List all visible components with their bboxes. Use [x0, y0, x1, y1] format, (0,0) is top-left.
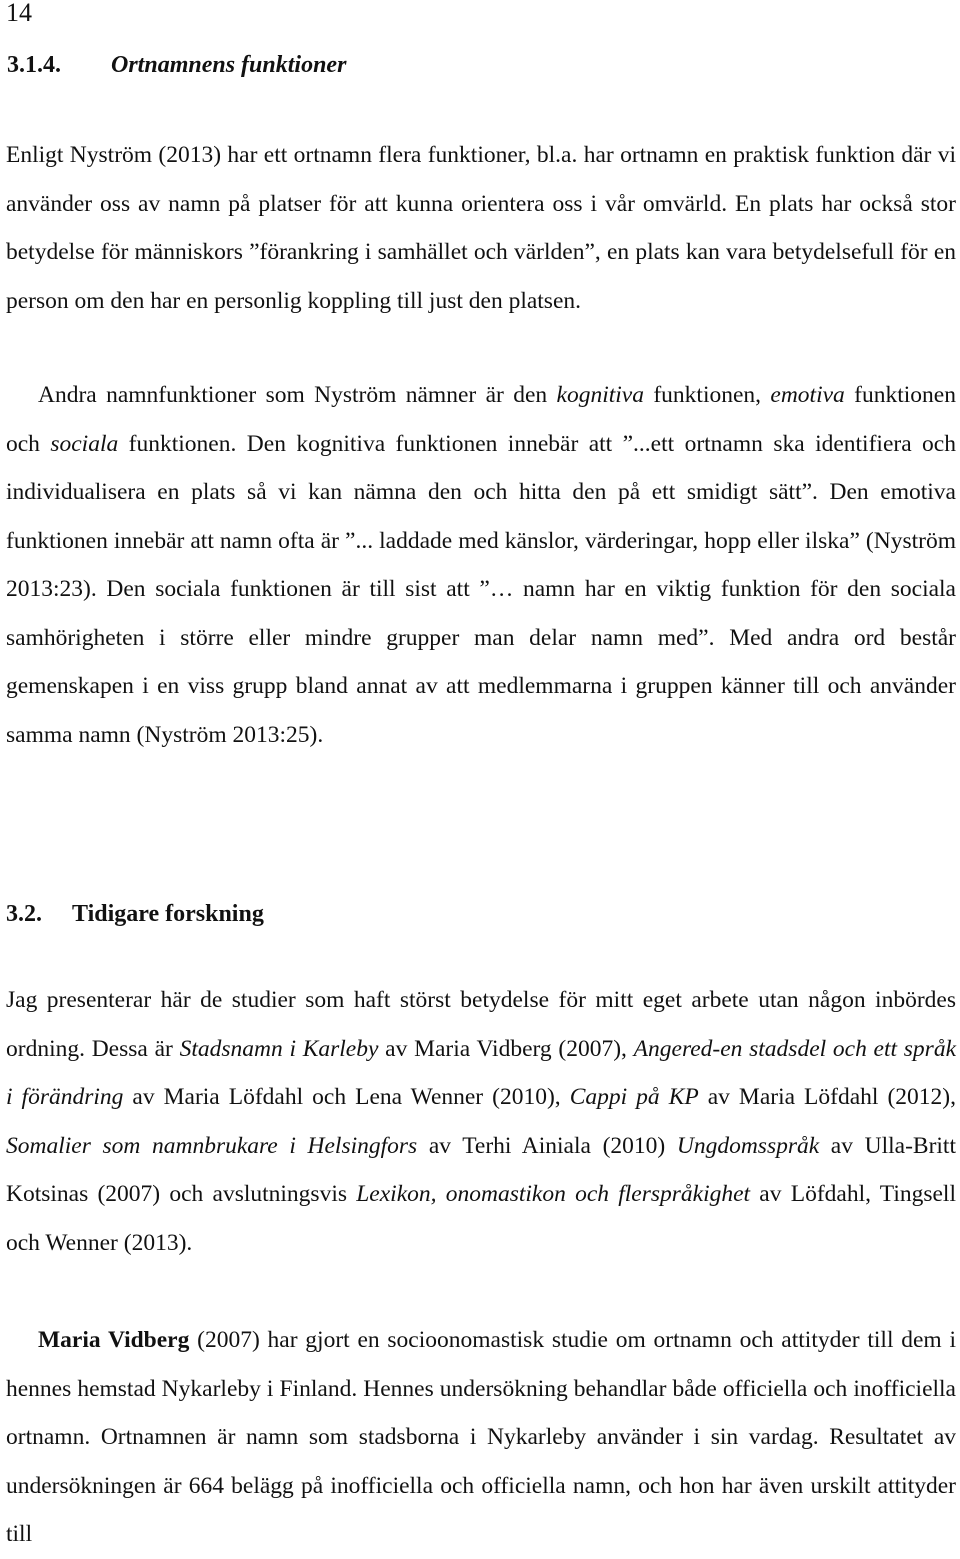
text-run: av Maria Löfdahl (2012), [698, 1084, 956, 1110]
paragraph-namnfunktioner [6, 371, 956, 759]
emphasis-sociala: sociala [50, 430, 119, 457]
text-run: av Maria Vidberg (2007), [378, 1035, 634, 1062]
text-run: funktionen och [6, 382, 956, 457]
text-run: av Terhi Ainiala (2010) [417, 1132, 677, 1159]
author-name-maria-vidberg: Maria Vidberg [38, 1327, 190, 1353]
text-run: (2007) har gjort en socioonomastisk studie om ortnamn och attityder till dem i hennes hemstad Nykarleby i Finland. Hennes undersökning behandlar både officiella och inofficiella ortnamn. Ortnamnen är namn som stadsborna i Nykarleby använder i sin vardag. Resultatet av undersökningen är 664 belägg på inofficiella och officiella namn, och hon har även urskilt attityder till [6, 1327, 956, 1547]
text-run: av Löfdahl, Tingsell och Wenner (2013). [6, 1181, 956, 1256]
text-run: av Ulla-Britt Kotsinas (2007) och avslutningsvis [6, 1132, 956, 1207]
page-number: 14 [6, 0, 32, 27]
text-run: Andra namnfunktioner som Nyström nämner är den [38, 382, 557, 408]
section-title: Ortnamnens funktioner [111, 52, 347, 78]
paragraph-tidigare-forskning-intro [6, 976, 956, 1267]
section-heading-3-1-4 [7, 50, 346, 80]
work-title-lexikon: Lexikon, onomastikon och flerspråkighet [356, 1181, 751, 1207]
section-number: 3.2. [6, 901, 42, 927]
section-number: 3.1.4. [7, 52, 61, 78]
work-title-ungdomssprak: Ungdomsspråk [676, 1132, 820, 1159]
paragraph-ortnamnens-funktioner-intro: Enligt Nyström (2013) har ett ortnamn flera funktioner, bl.a. har ortnamn en praktisk funktion där vi använder oss av namn på platser för att kunna orientera oss i vår omvärld. En plats har också stor betydelse för människors ”förankring i samhället och världen”, en plats kan vara betydelsefull för en person om den har en personlig koppling till just den platsen. [6, 142, 956, 314]
emphasis-kognitiva: kognitiva [556, 382, 644, 408]
emphasis-emotiva: emotiva [770, 382, 845, 408]
work-title-cappi-pa-kp: Cappi på KP [569, 1084, 699, 1110]
section-heading-3-2 [6, 899, 264, 929]
section-title: Tidigare forskning [72, 901, 264, 927]
text-run: av Maria Löfdahl och Lena Wenner (2010), [123, 1084, 570, 1110]
work-title-stadsnamn-i-karleby: Stadsnamn i Karleby [179, 1035, 379, 1062]
work-title-somalier: Somalier som namnbrukare i Helsingfors [6, 1132, 418, 1159]
text-run: funktionen, [643, 382, 771, 408]
work-title-angered: Angered-en stadsdel och ett språk i förändring [6, 1035, 956, 1110]
paragraph-maria-vidberg [6, 1316, 956, 1559]
text-run: funktionen. Den kognitiva funktionen innebär att ”...ett ortnamn ska identifiera och individualisera en plats så vi kan nämna den och hitta den på ett smidigt sätt”. Den emotiva funktionen innebär att namn ofta är ”... laddade med känslor, värderingar, hopp eller ilska” (Nyström 2013:23). Den sociala funktionen är till sist att ”… namn har en viktig funktion för den sociala samhörigheten i större eller mindre grupper man delar namn med”. Med andra ord består gemenskapen i en viss grupp bland annat av att medlemmarna i gruppen känner till och använder samma namn (Nyström 2013:25). [6, 430, 956, 748]
text-run: Jag presenterar här de studier som haft störst betydelse för mitt eget arbete utan någon inbördes ordning. Dessa är [6, 987, 956, 1062]
